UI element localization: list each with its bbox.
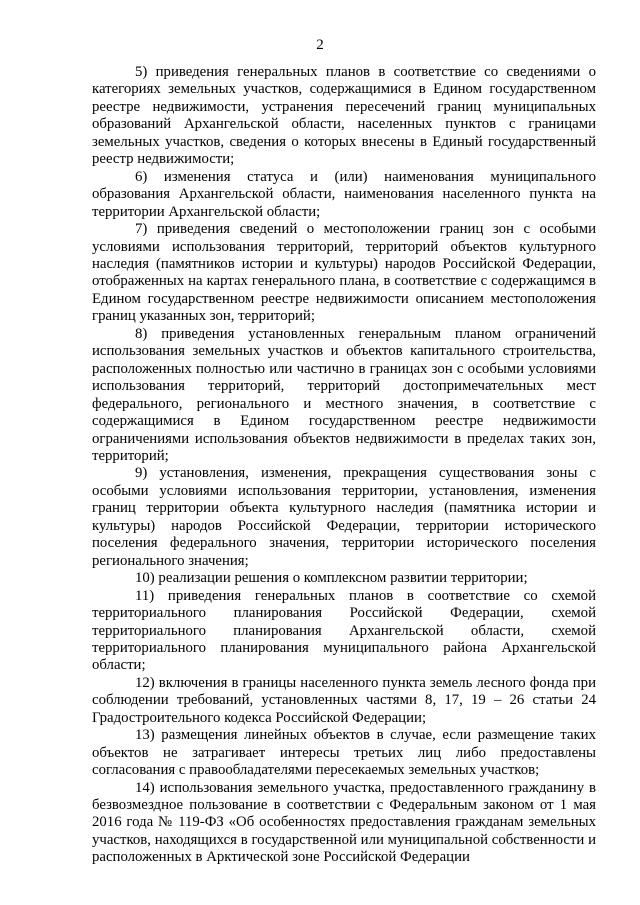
list-item-12: 12) включения в границы населенного пункта земель лесного фонда при соблюдении требований, установленных частями 8, 17, 19 – 26 статьи 24 Градостроительного кодекса Российской Федерации; (92, 674, 596, 726)
list-item-9: 9) установления, изменения, прекращения существования зоны с особыми условиями использования территории, установления, изменения границ территории объекта культурного наследия (памятника истории и культуры) народов Российской Федерации, территории исторического поселения федерального значения, территории исторического поселения регионального значения; (92, 465, 596, 569)
page-number: 2 (316, 37, 324, 53)
list-item-14: 14) использования земельного участка, предоставленного гражданину в безвозмездное пользование в соответствии с Федеральным законом от 1 мая 2016 года № 119-ФЗ «Об особенностях предоставления гражданам земельных участков, находящихся в государственной или муниципальной собственности и расположенных в Арктической зоне Российской Федерации (92, 779, 596, 866)
list-item-13: 13) размещения линейных объектов в случае, если размещение таких объектов не затрагивает интересы третьих лиц либо предоставлены согласования с правообладателями пересекаемых земельных участков; (92, 727, 596, 779)
list-item-6: 6) изменения статуса и (или) наименования муниципального образования Архангельской области, наименования населенного пункта на территории Архангельской области; (92, 168, 596, 220)
list-item-10: 10) реализации решения о комплексном развитии территории; (135, 570, 528, 587)
list-item-8: 8) приведения установленных генеральным планом ограничений использования земельных участков и объектов капитального строительства, расположенных полностью или частично в границах зон с особыми условиями использования территорий, территорий достопримечательных мест федерального, регионального и местного значения, в соответствие с содержащимися в Едином государственном реестре недвижимости ограничениями использования объектов недвижимости в пределах таких зон, территорий; (92, 325, 596, 464)
list-item-5: 5) приведения генеральных планов в соответствие со сведениями о категориях земельных участков, содержащимися в Едином государственном реестре недвижимости, устранения пересечений границ муниципальных образований Архангельской области, населенных пунктов с границами земельных участков, сведения о которых внесены в Единый государственный реестр недвижимости; (92, 64, 596, 168)
list-item-7: 7) приведения сведений о местоположении границ зон с особыми условиями использования территорий, территорий объектов культурного наследия (памятников истории и культуры) народов Российской Федерации, отображенных на картах генерального плана, в соответствие с содержащимся в Едином государственном реестре недвижимости описанием местоположения границ указанных зон, территорий; (92, 221, 596, 325)
list-item-11: 11) приведения генеральных планов в соответствие со схемой территориального планирования Российской Федерации, схемой территориального планирования Архангельской области, схемой территориального планирования муниципального района Архангельской области; (92, 587, 596, 674)
document-body (92, 64, 596, 867)
